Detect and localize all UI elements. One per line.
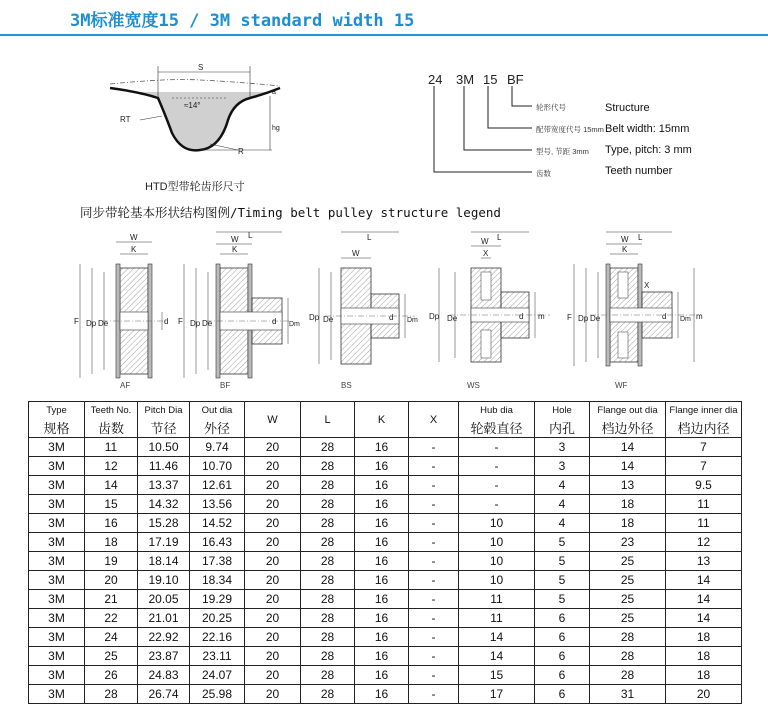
- table-cell: 28: [301, 590, 355, 609]
- table-cell: 28: [301, 628, 355, 647]
- table-cell: 20: [245, 685, 301, 704]
- header-cell: X: [409, 402, 459, 438]
- table-cell: 10.70: [190, 457, 245, 476]
- code-cn-structure: 轮形代号: [536, 103, 566, 112]
- table-row: [29, 552, 742, 571]
- table-cell: 24: [85, 628, 138, 647]
- table-cell: 26: [85, 666, 138, 685]
- wf-label-d: d: [662, 312, 667, 321]
- table-cell: 28: [301, 495, 355, 514]
- table-cell: 23: [590, 533, 666, 552]
- table-cell: 18: [666, 666, 742, 685]
- table-cell: 20.25: [190, 609, 245, 628]
- header-cell: K: [355, 402, 409, 438]
- table-cell: 14: [85, 476, 138, 495]
- table-cell: -: [409, 495, 459, 514]
- wf-label-x: X: [644, 281, 650, 290]
- table-cell: 28: [301, 666, 355, 685]
- table-cell: 20: [245, 552, 301, 571]
- table-cell: -: [409, 647, 459, 666]
- bf-label-w: W: [231, 235, 239, 244]
- wf-label-k: K: [622, 245, 628, 254]
- header-cell: Flange inner dia: [666, 402, 742, 419]
- table-cell: 20: [245, 533, 301, 552]
- table-cell: 13.56: [190, 495, 245, 514]
- table-cell: 17.19: [138, 533, 190, 552]
- table-cell: 22: [85, 609, 138, 628]
- af-label-dp: Dp: [86, 319, 97, 328]
- table-cell: 11: [85, 438, 138, 457]
- table-cell: 16: [355, 609, 409, 628]
- code-cn-type: 型号, 节距 3mm: [536, 147, 589, 156]
- table-cell: 9.5: [666, 476, 742, 495]
- table-cell: 28: [301, 533, 355, 552]
- code-structure: BF: [507, 72, 524, 87]
- table-cell: 20: [245, 628, 301, 647]
- table-cell: 14: [459, 628, 535, 647]
- table-cell: 20: [245, 476, 301, 495]
- table-cell: -: [409, 666, 459, 685]
- table-cell: 6: [535, 666, 590, 685]
- table-cell: 10: [459, 571, 535, 590]
- table-row: [29, 495, 742, 514]
- table-cell: 22.92: [138, 628, 190, 647]
- table-cell: 14: [666, 609, 742, 628]
- table-cell: 23.11: [190, 647, 245, 666]
- table-cell: 20: [245, 514, 301, 533]
- ws-label-d: d: [519, 312, 524, 321]
- table-cell: 25: [85, 647, 138, 666]
- table-cell: -: [459, 495, 535, 514]
- af-label-de: De: [98, 319, 109, 328]
- table-cell: 4: [535, 514, 590, 533]
- table-row: [29, 457, 742, 476]
- bf-label-f: F: [178, 317, 183, 326]
- table-cell: 20: [245, 666, 301, 685]
- header-cell-cn: 内孔: [535, 418, 590, 438]
- code-type: 3M: [456, 72, 475, 87]
- table-cell: 16: [355, 514, 409, 533]
- pulley-bs-caption: BS: [341, 381, 352, 390]
- table-cell: 24.83: [138, 666, 190, 685]
- table-cell: 28: [85, 685, 138, 704]
- table-cell: 3: [535, 457, 590, 476]
- table-cell: 11: [459, 609, 535, 628]
- code-cn-teeth: 齿数: [536, 169, 551, 178]
- table-cell: 4: [535, 476, 590, 495]
- table-cell: 5: [535, 552, 590, 571]
- table-cell: -: [409, 457, 459, 476]
- table-cell: 16.43: [190, 533, 245, 552]
- header-cell: Pitch Dia: [138, 402, 190, 419]
- table-cell: 12: [85, 457, 138, 476]
- table-cell: 18.14: [138, 552, 190, 571]
- table-cell: -: [409, 628, 459, 647]
- table-cell: 21: [85, 590, 138, 609]
- table-cell: 5: [535, 571, 590, 590]
- profile-label-a: a: [272, 89, 276, 96]
- page-title: 3M标准宽度15 / 3M standard width 15: [70, 11, 415, 31]
- pulley-wf-caption: WF: [615, 381, 628, 390]
- table-cell: 11.46: [138, 457, 190, 476]
- table-cell: 10: [459, 552, 535, 571]
- pulley-bf-caption: BF: [220, 381, 231, 390]
- table-cell: 18: [590, 495, 666, 514]
- table-cell: 16: [355, 495, 409, 514]
- table-cell: 7: [666, 457, 742, 476]
- bs-label-dm: Dm: [407, 317, 418, 324]
- pulley-af-diagram: [72, 228, 172, 388]
- table-cell: 16: [355, 647, 409, 666]
- ws-label-de: De: [447, 314, 458, 323]
- table-cell: 16: [355, 628, 409, 647]
- table-cell: 3M: [29, 647, 85, 666]
- table-cell: 10: [459, 533, 535, 552]
- table-cell: 16: [85, 514, 138, 533]
- bf-label-dm: Dm: [289, 321, 300, 328]
- table-cell: -: [409, 514, 459, 533]
- table-cell: 16: [355, 685, 409, 704]
- wf-label-m: m: [696, 312, 703, 321]
- table-cell: 13: [666, 552, 742, 571]
- table-cell: 16: [355, 590, 409, 609]
- table-cell: 19.10: [138, 571, 190, 590]
- code-teeth: 24: [428, 72, 443, 87]
- table-header-en: [29, 402, 742, 419]
- legend-title: 同步带轮基本形状结构图例/Timing belt pulley structure legend: [80, 205, 501, 220]
- table-cell: 18.34: [190, 571, 245, 590]
- tooth-profile-diagram: [110, 58, 285, 176]
- bf-label-d: d: [272, 317, 277, 326]
- table-cell: 25: [590, 590, 666, 609]
- table-cell: 28: [590, 628, 666, 647]
- ws-label-w: W: [481, 237, 489, 246]
- header-cell: Hole: [535, 402, 590, 419]
- table-cell: 5: [535, 533, 590, 552]
- table-cell: 20: [245, 609, 301, 628]
- af-label-w: W: [130, 233, 138, 242]
- table-cell: 6: [535, 647, 590, 666]
- header-cell-cn: 规格: [29, 418, 85, 438]
- pulley-ws-caption: WS: [467, 381, 480, 390]
- table-cell: -: [409, 571, 459, 590]
- header-cell: Type: [29, 402, 85, 419]
- code-en-structure: Structure: [605, 102, 650, 114]
- table-cell: 12: [666, 533, 742, 552]
- table-cell: 15.28: [138, 514, 190, 533]
- af-label-d: d: [164, 317, 169, 326]
- table-cell: 31: [590, 685, 666, 704]
- table-cell: 28: [301, 609, 355, 628]
- table-cell: 16: [355, 552, 409, 571]
- table-cell: 18: [666, 647, 742, 666]
- af-label-k: K: [131, 245, 137, 254]
- header-cell-cn: 齿数: [85, 418, 138, 438]
- table-cell: 28: [301, 514, 355, 533]
- code-cn-width: 配带宽度代号 15mm: [536, 125, 604, 134]
- header-cell: Out dia: [190, 402, 245, 419]
- table-cell: 3M: [29, 685, 85, 704]
- table-cell: 14: [590, 438, 666, 457]
- table-cell: 20: [245, 495, 301, 514]
- wf-label-f: F: [567, 313, 572, 322]
- ws-label-l: L: [497, 233, 502, 242]
- table-cell: 20: [85, 571, 138, 590]
- table-cell: 3M: [29, 438, 85, 457]
- table-cell: 26.74: [138, 685, 190, 704]
- bs-label-de: De: [323, 315, 334, 324]
- bs-label-dp: Dp: [309, 313, 320, 322]
- table-cell: 14.52: [190, 514, 245, 533]
- table-cell: 28: [301, 476, 355, 495]
- ws-label-dp: Dp: [429, 312, 440, 321]
- table-cell: 28: [590, 666, 666, 685]
- table-row: [29, 666, 742, 685]
- table-cell: -: [409, 533, 459, 552]
- code-en-type: Type, pitch: 3 mm: [605, 144, 692, 156]
- ws-label-x: X: [483, 249, 489, 258]
- table-cell: 6: [535, 609, 590, 628]
- table-cell: 5: [535, 590, 590, 609]
- table-cell: 3M: [29, 495, 85, 514]
- table-cell: 16: [355, 476, 409, 495]
- table-cell: 16: [355, 571, 409, 590]
- table-cell: 10: [459, 514, 535, 533]
- wf-label-dp: Dp: [578, 314, 589, 323]
- table-cell: 3M: [29, 552, 85, 571]
- table-cell: 12.61: [190, 476, 245, 495]
- table-cell: 9.74: [190, 438, 245, 457]
- table-cell: 3M: [29, 609, 85, 628]
- header-cell: Teeth No.: [85, 402, 138, 419]
- table-cell: -: [459, 476, 535, 495]
- header-cell-cn: 节径: [138, 418, 190, 438]
- table-cell: -: [409, 552, 459, 571]
- table-cell: 3M: [29, 571, 85, 590]
- table-cell: -: [409, 590, 459, 609]
- table-cell: 25: [590, 609, 666, 628]
- table-cell: 20: [245, 590, 301, 609]
- table-cell: 17.38: [190, 552, 245, 571]
- table-cell: 11: [666, 514, 742, 533]
- bs-label-w: W: [352, 249, 360, 258]
- profile-label-rt: RT: [120, 115, 131, 124]
- header-cell-cn: 轮毂直径: [459, 418, 535, 438]
- table-cell: 7: [666, 438, 742, 457]
- table-cell: 14: [590, 457, 666, 476]
- wf-label-w: W: [621, 235, 629, 244]
- af-label-f: F: [74, 317, 79, 326]
- table-cell: 20: [245, 647, 301, 666]
- profile-label-angle: ≈14°: [184, 101, 201, 110]
- table-cell: 18: [85, 533, 138, 552]
- header-cell: L: [301, 402, 355, 438]
- table-cell: 10.50: [138, 438, 190, 457]
- table-cell: 28: [301, 647, 355, 666]
- header-cell-cn: 档边外径: [590, 418, 666, 438]
- table-cell: 20: [245, 438, 301, 457]
- table-row: [29, 438, 742, 457]
- table-cell: 3M: [29, 533, 85, 552]
- table-row: [29, 533, 742, 552]
- table-cell: 18: [590, 514, 666, 533]
- header-cell: Hub dia: [459, 402, 535, 419]
- table-cell: 17: [459, 685, 535, 704]
- bs-label-l: L: [367, 233, 372, 242]
- table-cell: -: [459, 457, 535, 476]
- bs-label-d: d: [389, 313, 394, 322]
- table-row: [29, 590, 742, 609]
- table-cell: 22.16: [190, 628, 245, 647]
- table-cell: 16: [355, 533, 409, 552]
- table-row: [29, 685, 742, 704]
- table-cell: 15: [459, 666, 535, 685]
- header-cell-cn: 档边内径: [666, 418, 742, 438]
- table-row: [29, 476, 742, 495]
- profile-label-s: S: [198, 63, 204, 72]
- table-cell: 16: [355, 438, 409, 457]
- table-cell: -: [409, 685, 459, 704]
- table-cell: 28: [590, 647, 666, 666]
- table-cell: 25.98: [190, 685, 245, 704]
- bf-label-de: De: [202, 319, 213, 328]
- spec-table: [28, 401, 742, 704]
- table-cell: 3: [535, 438, 590, 457]
- table-cell: 28: [301, 552, 355, 571]
- wf-label-l: L: [638, 233, 643, 242]
- table-row: [29, 571, 742, 590]
- table-cell: 3M: [29, 457, 85, 476]
- table-cell: 6: [535, 685, 590, 704]
- table-cell: 13.37: [138, 476, 190, 495]
- table-cell: 19.29: [190, 590, 245, 609]
- table-cell: 14: [666, 571, 742, 590]
- wf-label-de: De: [590, 314, 601, 323]
- table-cell: 19: [85, 552, 138, 571]
- table-cell: 3M: [29, 476, 85, 495]
- table-row: [29, 628, 742, 647]
- table-cell: 4: [535, 495, 590, 514]
- title-divider: [0, 34, 768, 36]
- wf-label-dm: Dm: [680, 316, 691, 323]
- bf-label-l: L: [248, 231, 253, 240]
- table-cell: 14.32: [138, 495, 190, 514]
- table-cell: -: [459, 438, 535, 457]
- pulley-af-caption: AF: [120, 381, 131, 390]
- table-row: [29, 609, 742, 628]
- table-cell: -: [409, 476, 459, 495]
- table-cell: 18: [666, 628, 742, 647]
- table-cell: -: [409, 609, 459, 628]
- code-explanation: [420, 64, 760, 194]
- table-cell: 16: [355, 457, 409, 476]
- table-cell: 25: [590, 552, 666, 571]
- table-cell: 23.87: [138, 647, 190, 666]
- table-cell: 20: [666, 685, 742, 704]
- table-cell: 16: [355, 666, 409, 685]
- table-cell: 20: [245, 571, 301, 590]
- table-cell: 24.07: [190, 666, 245, 685]
- header-cell: Flange out dia: [590, 402, 666, 419]
- table-cell: 25: [590, 571, 666, 590]
- table-cell: 3M: [29, 666, 85, 685]
- profile-label-r: R: [238, 147, 244, 156]
- code-en-teeth: Teeth number: [605, 165, 673, 177]
- table-cell: 11: [459, 590, 535, 609]
- header-cell: W: [245, 402, 301, 438]
- table-cell: 28: [301, 457, 355, 476]
- table-row: [29, 514, 742, 533]
- table-cell: 28: [301, 685, 355, 704]
- table-cell: 14: [459, 647, 535, 666]
- code-width: 15: [483, 72, 498, 87]
- profile-label-hg: hg: [272, 125, 280, 132]
- table-cell: 15: [85, 495, 138, 514]
- bf-label-dp: Dp: [190, 319, 201, 328]
- bf-label-k: K: [232, 245, 238, 254]
- table-cell: 28: [301, 571, 355, 590]
- table-cell: 20: [245, 457, 301, 476]
- table-cell: 3M: [29, 514, 85, 533]
- pulley-ws-diagram: [425, 228, 555, 388]
- table-cell: -: [409, 438, 459, 457]
- pulley-wf-diagram: [566, 228, 706, 388]
- table-cell: 20.05: [138, 590, 190, 609]
- pulley-bs-diagram: [305, 228, 420, 388]
- ws-label-m: m: [538, 312, 545, 321]
- table-cell: 3M: [29, 628, 85, 647]
- header-cell-cn: 外径: [190, 418, 245, 438]
- table-cell: 13: [590, 476, 666, 495]
- profile-caption: HTD型带轮齿形尺寸: [145, 181, 245, 193]
- pulley-bf-diagram: [176, 228, 300, 388]
- table-row: [29, 647, 742, 666]
- table-cell: 3M: [29, 590, 85, 609]
- table-cell: 6: [535, 628, 590, 647]
- table-cell: 14: [666, 590, 742, 609]
- table-cell: 28: [301, 438, 355, 457]
- table-cell: 21.01: [138, 609, 190, 628]
- code-en-width: Belt width: 15mm: [605, 123, 690, 135]
- table-cell: 11: [666, 495, 742, 514]
